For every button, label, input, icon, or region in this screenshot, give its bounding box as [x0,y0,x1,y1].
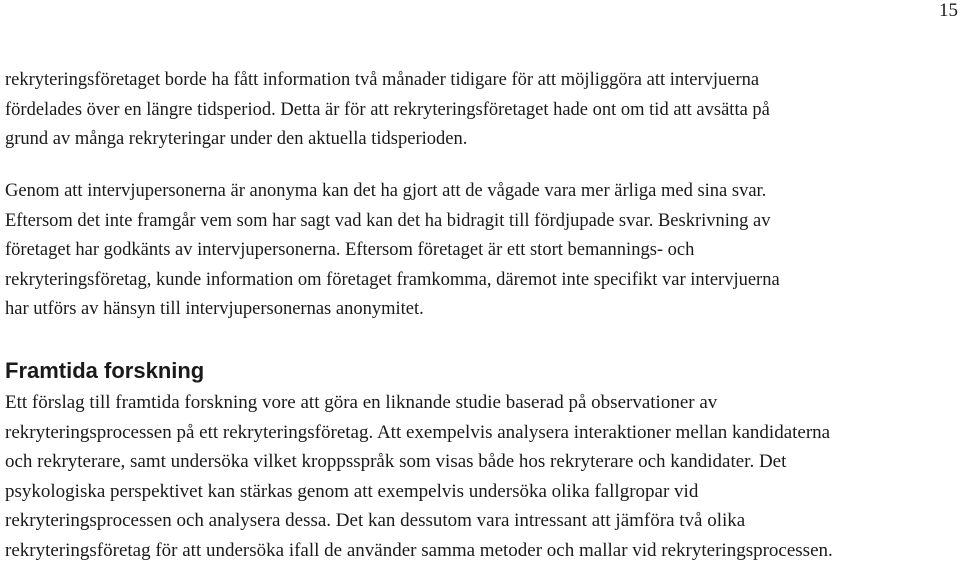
paragraph-1 [5,66,957,155]
paragraph-3 [5,388,957,565]
text-line: fördelades över en längre tidsperiod. Detta är för att rekryteringsföretaget hade ont om tid att avsätta på [5,96,957,126]
text-line: företaget har godkänts av intervjupersonerna. Eftersom företaget är ett stort bemannings- och [5,236,957,266]
text-line: Eftersom det inte framgår vem som har sagt vad kan det ha bidragit till fördjupade svar. Beskrivning av [5,207,957,237]
text-line: grund av många rekryteringar under den aktuella tidsperioden. [5,125,957,155]
text-line: rekryteringsföretag för att undersöka ifall de använder samma metoder och mallar vid rekryteringsprocessen. [5,536,957,565]
text-line: rekryteringsföretaget borde ha fått information två månader tidigare för att möjliggöra att intervjuerna [5,66,957,96]
text-line: och rekryterare, samt undersöka vilket kroppsspråk som visas både hos rekryterare och kandidater. Det [5,447,957,477]
section-heading: Framtida forskning [5,356,204,386]
text-line: Ett förslag till framtida forskning vore att göra en liknande studie baserad på observationer av [5,388,957,418]
text-line: rekryteringsföretag, kunde information om företaget framkomma, däremot inte specifikt var intervjuerna [5,266,957,296]
page-number: 15 [939,0,958,22]
text-line: psykologiska perspektivet kan stärkas genom att exempelvis undersöka olika fallgropar vid [5,477,957,507]
paragraph-2 [5,177,957,325]
text-line: har utförs av hänsyn till intervjupersonernas anonymitet. [5,295,957,325]
text-line: rekryteringsprocessen på ett rekryteringsföretag. Att exempelvis analysera interaktioner mellan kandidaterna [5,418,957,448]
text-line: Genom att intervjupersonerna är anonyma kan det ha gjort att de vågade vara mer ärliga med sina svar. [5,177,957,207]
text-line: rekryteringsprocessen och analysera dessa. Det kan dessutom vara intressant att jämföra två olika [5,506,957,536]
